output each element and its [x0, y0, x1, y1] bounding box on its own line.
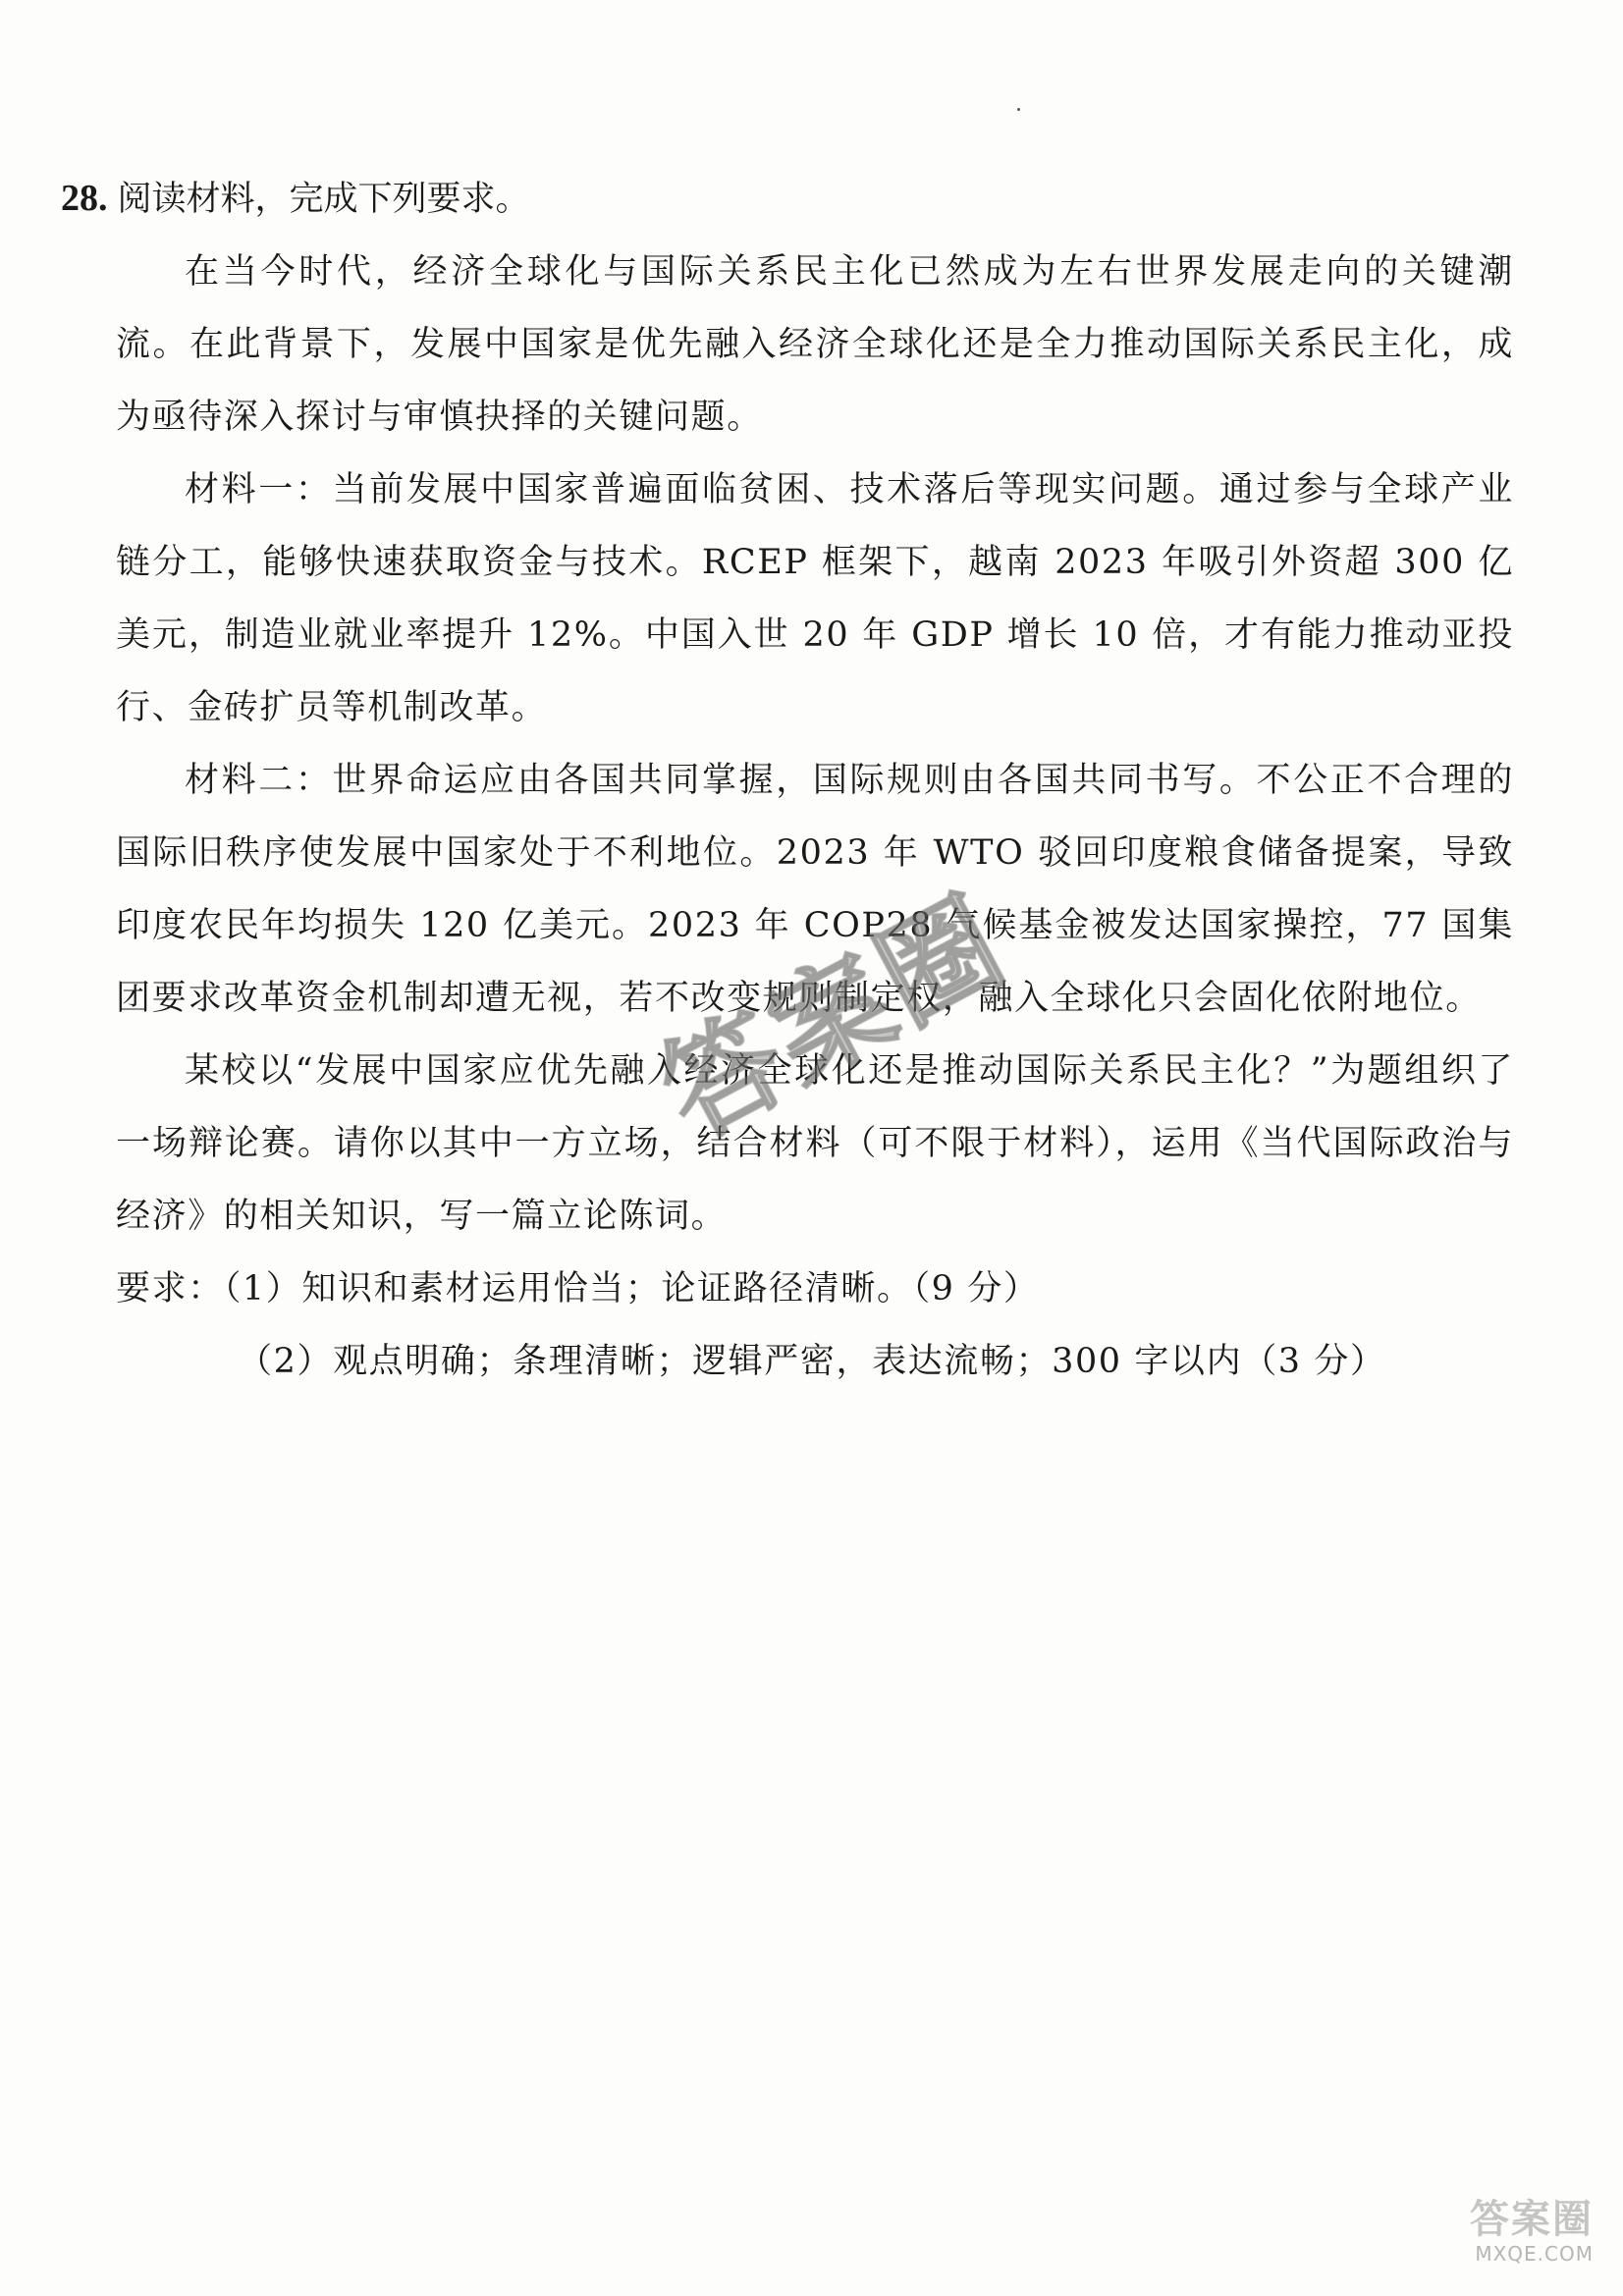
task-paragraph: 某校以“发展中国家应优先融入经济全球化还是推动国际关系民主化？”为题组织了一场辩论赛。请你以其中一方立场，结合材料（可不限于材料），运用《当代国际政治与经济》的相关知识，写一篇立论陈词。 — [116, 1051, 1514, 1236]
requirement-line-1 — [61, 1253, 1514, 1325]
material-two-paragraph: 材料二：世界命运应由各国共同掌握，国际规则由各国共同书写。不公正不合理的国际旧秩序使发展中国家处于不利地位。2023 年 WTO 驳回印度粮食储备提案，导致印度农民年均损失 120 亿美元。2023 年 COP28 气候基金被发达国家操控，77 国集团要求改革资金机制却遭无视，若不改变规则制定权，融入全球化只会固化依附地位。 — [116, 761, 1514, 1018]
corner-logo-mark: 答案圈 — [1470, 2197, 1594, 2242]
watermark: 答案圈 — [640, 873, 1028, 1165]
question-header — [61, 162, 1514, 236]
material-one-paragraph: 材料一：当前发展中国家普遍面临贫困、技术落后等现实问题。通过参与全球产业链分工，能够快速获取资金与技术。RCEP 框架下，越南 2023 年吸引外资超 300 亿美元，制造业就业率提升 12%。中国入世 20 年 GDP 增长 10 倍，才有能力推动亚投行、金砖扩员等机制改革。 — [116, 470, 1514, 727]
requirement-item-1: （1）知识和素材运用恰当；论证路径清晰。（9 分） — [223, 1269, 1040, 1308]
corner-logo-url: MXQE.COM — [1475, 2242, 1594, 2266]
question-block — [61, 162, 1514, 1398]
intro-paragraph: 在当今时代，经济全球化与国际关系民主化已然成为左右世界发展走向的关键潮流。在此背景下，发展中国家是优先融入经济全球化还是全力推动国际关系民主化，成为亟待深入探讨与审慎抉择的关键问题。 — [116, 252, 1514, 437]
corner-logo — [1397, 2198, 1594, 2276]
question-instruction: 阅读材料，完成下列要求。 — [117, 180, 530, 219]
question-number: 28. — [61, 178, 108, 219]
requirements-label: 要求： — [116, 1269, 224, 1308]
requirement-item-2: （2）观点明确；条理清晰；逻辑严密，表达流畅；300 字以内（3 分） — [238, 1342, 1386, 1381]
scan-speck — [1017, 108, 1020, 111]
requirement-line-2 — [61, 1325, 1514, 1398]
